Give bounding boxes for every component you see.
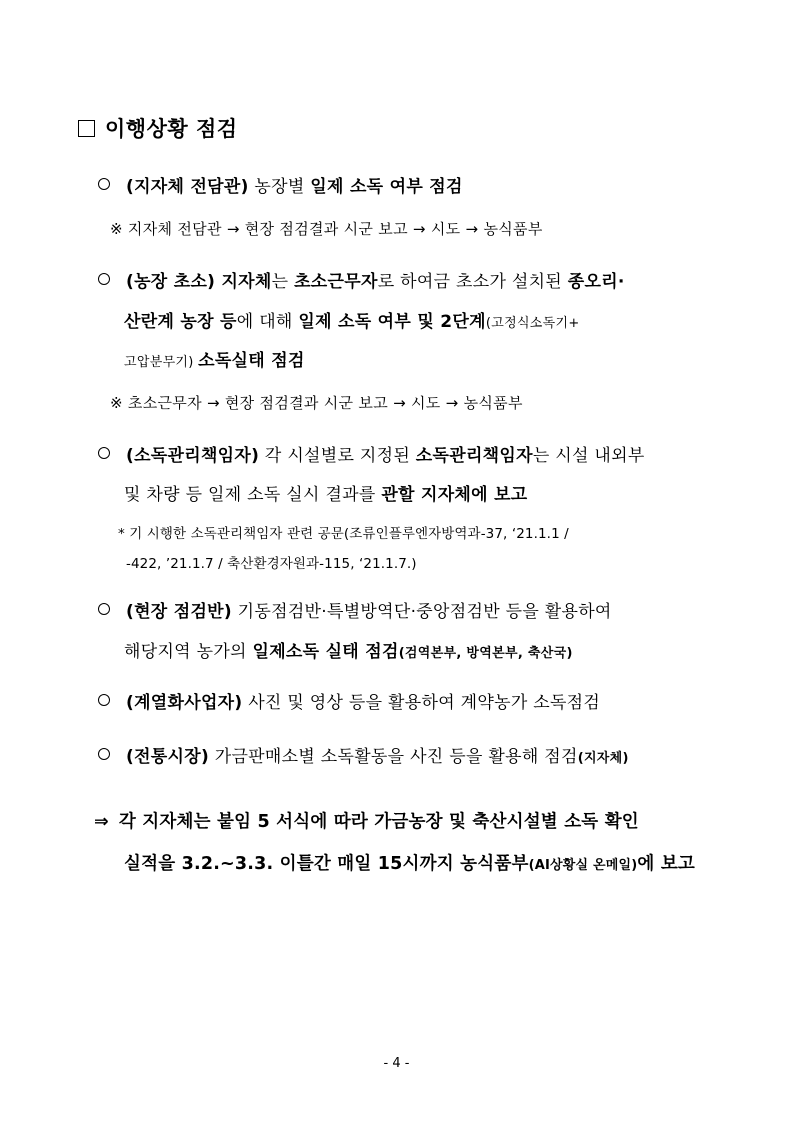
- item-2-reference: ※ 초소근무자 → 현장 점검결과 시군 보고 → 시도 → 농식품부: [110, 394, 523, 412]
- checkbox-square-icon: [78, 120, 95, 137]
- item-1-line-1: (지자체 전담관) 농장별 일제 소독 여부 점검: [98, 172, 463, 197]
- implies-arrow-icon: ⇒: [94, 812, 109, 832]
- page-number: - 4 -: [383, 1056, 410, 1071]
- hollow-circle-bullet-icon: [98, 447, 110, 459]
- hollow-circle-bullet-icon: [98, 748, 110, 760]
- conclusion-line-1: ⇒ 각 지자체는 붙임 5 서식에 따라 가금농장 및 축산시설별 소독 확인: [94, 812, 639, 832]
- item-4-line-2: 해당지역 농가의 일제소독 실태 점검(검역본부, 방역본부, 축산국): [124, 642, 573, 662]
- hollow-circle-bullet-icon: [98, 178, 110, 190]
- item-2-line-3: 고압분무기) 소독실태 점검: [124, 351, 305, 371]
- item-5-line-1: (계열화사업자) 사진 및 영상 등을 활용하여 계약농가 소독점검: [98, 688, 600, 713]
- conclusion-line-2: 실적을 3.2.~3.3. 이틀간 매일 15시까지 농식품부(AI상황실 온메일)에 보고: [124, 854, 696, 874]
- item-1-reference: ※ 지자체 전담관 → 현장 점검결과 시군 보고 → 시도 → 농식품부: [110, 220, 543, 238]
- item-3-line-2: 및 차량 등 일제 소독 실시 결과를 관할 지자체에 보고: [124, 485, 528, 505]
- hollow-circle-bullet-icon: [98, 273, 110, 285]
- item-3-footnote-line-1: * 기 시행한 소독관리책임자 관련 공문(조류인플루엔자방역과-37, ‘21.1.1 /: [118, 526, 569, 542]
- hollow-circle-bullet-icon: [98, 694, 110, 706]
- section-title: 이행상황 점검: [78, 113, 238, 143]
- item-3-footnote-line-2: -422, ’21.1.7 / 축산환경자원과-115, ‘21.1.7.): [126, 556, 417, 572]
- item-6-line-1: (전통시장) 가금판매소별 소독활동을 사진 등을 활용해 점검(지자체): [98, 742, 629, 767]
- hollow-circle-bullet-icon: [98, 603, 110, 615]
- item-3-line-1: (소독관리책임자) 각 시설별로 지정된 소독관리책임자는 시설 내외부: [98, 441, 645, 466]
- item-2-line-1: (농장 초소) 지자체는 초소근무자로 하여금 초소가 설치된 종오리·: [98, 267, 625, 292]
- item-4-line-1: (현장 점검반) 기동점검반·특별방역단·중앙점검반 등을 활용하여: [98, 597, 612, 622]
- item-2-line-2: 산란계 농장 등에 대해 일제 소독 여부 및 2단계(고정식소독기+: [124, 312, 580, 332]
